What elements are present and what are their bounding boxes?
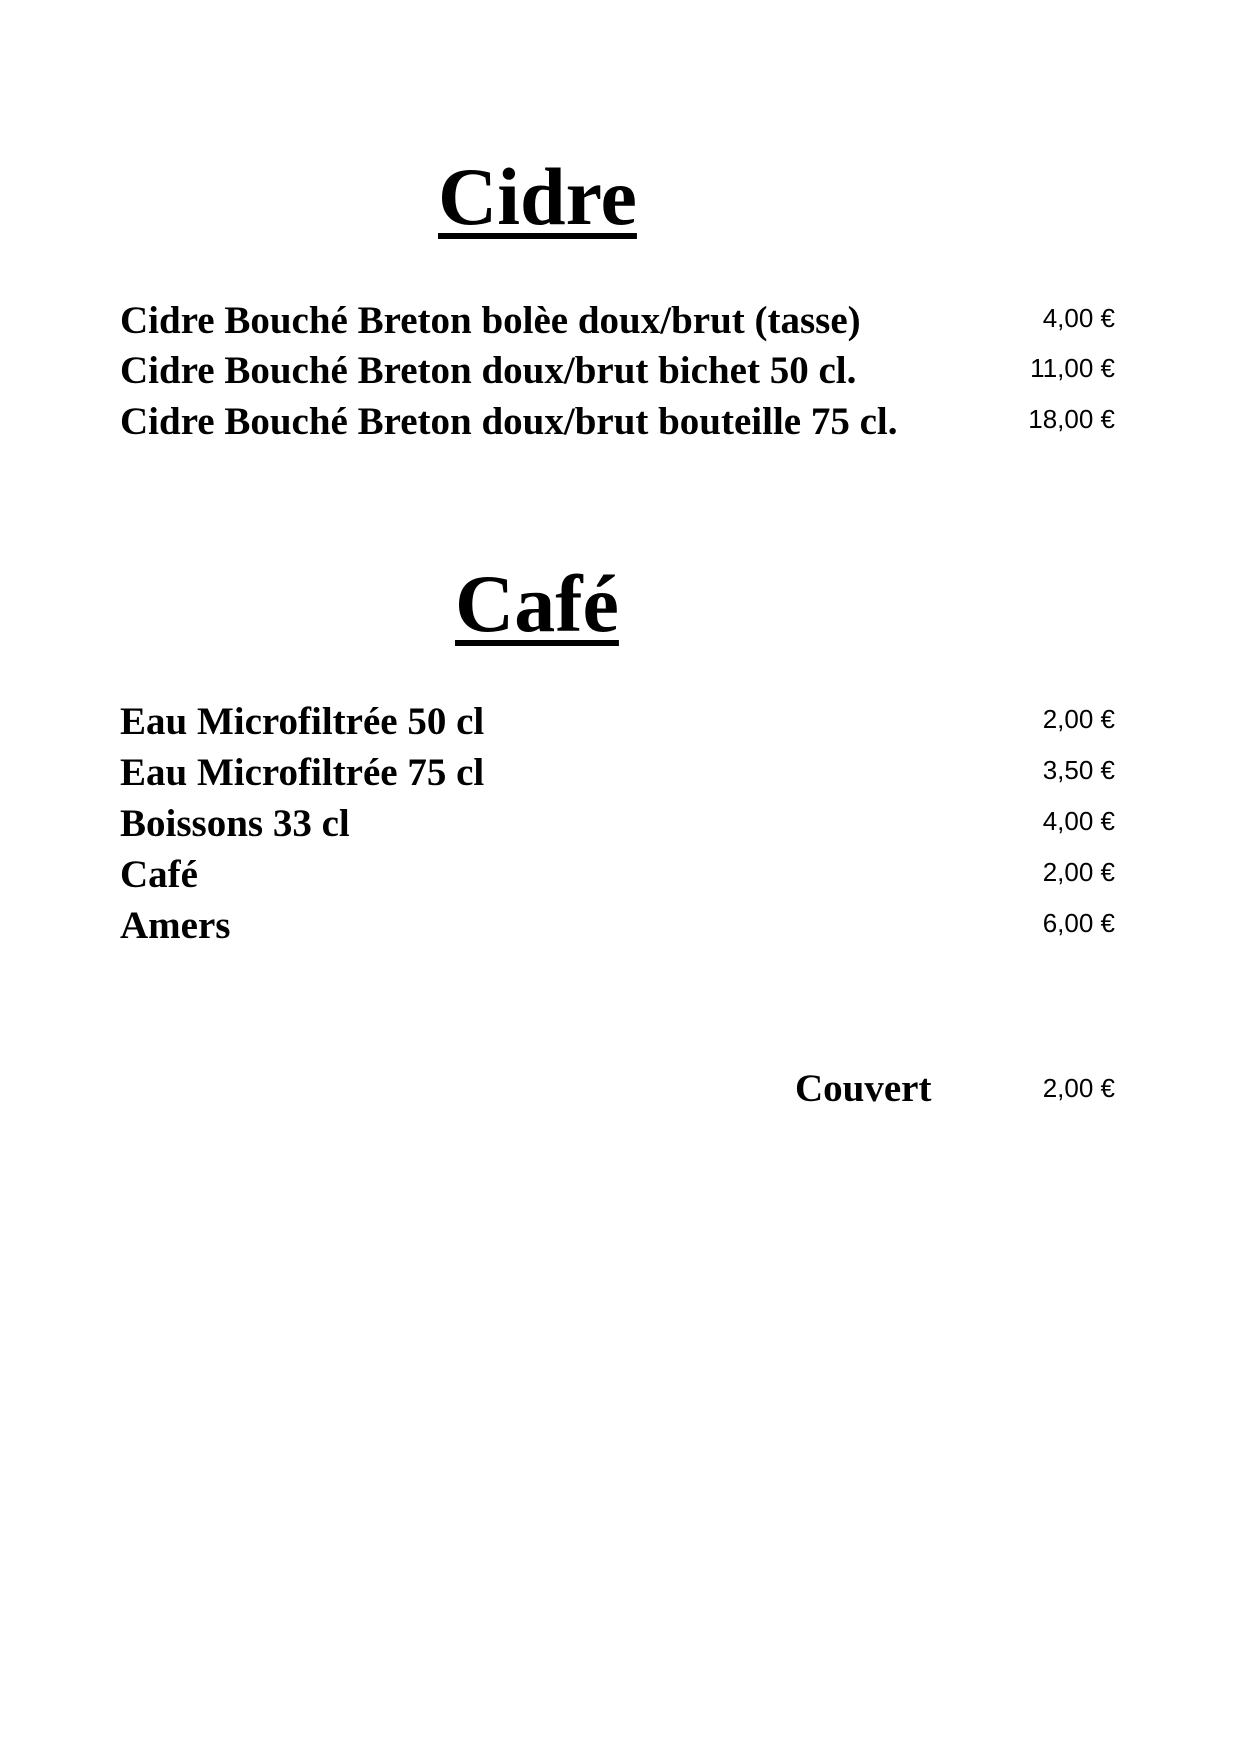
section-title-cafe: Café [455,558,619,649]
couvert-label: Couvert [795,1067,932,1110]
menu-item-name: Amers [120,904,231,947]
menu-item [120,901,1115,951]
menu-item-price: 2,00 € [1042,704,1115,734]
menu-item [120,748,1115,798]
menu-item-price: 6,00 € [1042,908,1115,938]
menu-item-name: Café [120,853,198,896]
menu-item [120,296,1115,346]
menu-item [120,397,1115,447]
menu-item-name: Cidre Bouché Breton bolèe doux/brut (tasse) [120,299,861,342]
menu-item-name: Cidre Bouché Breton doux/brut bouteille 75 cl. [120,400,898,443]
menu-item-name: Boissons 33 cl [120,802,350,845]
menu-item [120,346,1115,396]
menu-item [120,799,1115,849]
menu-item [120,850,1115,900]
menu-item-name: Eau Microfiltrée 75 cl [120,751,485,794]
menu-item-name: Eau Microfiltrée 50 cl [120,700,485,743]
menu-item-price: 11,00 € [1030,353,1115,383]
menu-item-price: 4,00 € [1042,303,1115,333]
menu-item-price: 4,00 € [1042,806,1115,836]
menu-item-price: 3,50 € [1042,755,1115,785]
section-title-cidre: Cidre [438,151,637,242]
menu-item-price: 18,00 € [1028,404,1115,434]
menu-item-price: 2,00 € [1042,857,1115,887]
couvert-price: 2,00 € [1042,1073,1115,1103]
menu-item [120,697,1115,747]
menu-item-name: Cidre Bouché Breton doux/brut bichet 50 cl. [120,349,857,392]
